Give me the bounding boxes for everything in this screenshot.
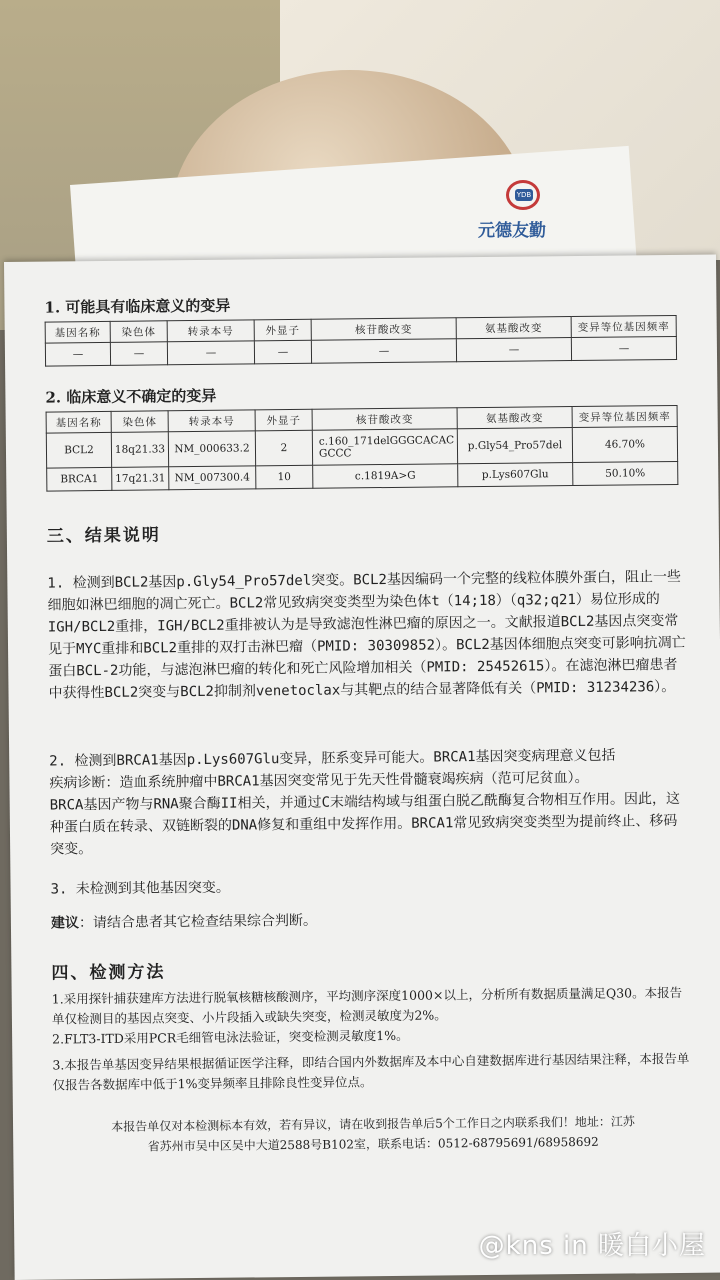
col-chromosome: 染色体 [111,411,168,433]
table-cell: p.Lys607Glu [458,463,573,487]
table-cell: 18q21.33 [111,432,168,468]
col-nucleotide: 核苷酸改变 [312,408,457,431]
col-exon: 外显子 [255,409,312,431]
method-2: 2.FLT3-ITD采用PCR毛细管电泳法验证，突变检测灵敏度1%。 [52,1027,409,1047]
result-paragraph-3: 3. 未检测到其他基因突变。 [50,879,230,898]
col-transcript: 转录本号 [167,320,254,342]
report-page [4,255,720,1280]
table-cell: — [45,342,110,366]
table-cell: p.Gly54_Pro57del [457,428,572,464]
logo-text: 元德友勤 [478,221,546,241]
table-cell: — [571,336,676,360]
col-amino-acid: 氨基酸改变 [457,407,572,429]
method-1: 1.采用探针捕获建库方法进行脱氧核糖核酸测序，平均测序深度1000×以上，分析所有数据质量满足Q30。本报告单仅检测目的基因点突变、小片段插入或缺失突变，检测灵敏度为2%。 [51,984,683,1027]
advice-text: ：请结合患者其它检查结果综合判断。 [78,912,317,932]
col-amino-acid: 氨基酸改变 [456,317,571,339]
method-3: 3.本报告单基因变异结果根据循证医学注释，即结合国内外数据库及本中心自建数据库进行基因结果注释，本报告单仅报告各数据库中低于1%变异频率且排除良性变异位点。 [52,1050,690,1093]
table-cell: 17q21.31 [112,467,169,491]
col-exon: 外显子 [254,319,311,341]
col-transcript: 转录本号 [168,410,255,432]
table-cell: — [254,340,311,364]
advice-line [51,906,691,935]
table-cell: — [456,338,571,362]
results-title: 三、结果说明 [46,525,161,547]
col-nucleotide: 核苷酸改变 [311,318,456,341]
logo-mark: YDB [516,191,532,199]
section1-table [45,315,677,367]
table-cell: 2 [255,430,312,466]
company-logo [476,180,576,240]
col-frequency: 变异等位基因频率 [571,315,676,337]
report-content [44,290,693,1158]
table-cell: BCL2 [46,432,111,468]
advice-label: 建议 [50,915,80,932]
col-gene: 基因名称 [46,411,111,433]
col-gene: 基因名称 [45,321,110,343]
table-cell: 10 [256,465,313,489]
table-cell: — [311,339,456,364]
table-cell: c.1819A>G [313,464,458,489]
result-paragraph-2: 2. 检测到BRCA1基因p.Lys607Glu变异，胚系变异可能大。BRCA1基因突变病理意义包括 [49,747,616,770]
result-paragraph-2-diagnosis: 疾病诊断：造血系统肿瘤中BRCA1基因突变常见于先天性骨髓衰竭疾病（范可尼贫血）。 [49,769,589,792]
logo-icon [506,180,540,210]
table-cell: NM_007300.4 [169,466,256,490]
methods-title: 四、检测方法 [51,962,166,984]
section2-title: 2. 临床意义不确定的变异 [45,386,217,407]
table-cell: — [167,341,254,365]
result-paragraph-1: 1. 检测到BCL2基因p.Gly54_Pro57del突变。BCL2基因编码一个完整的线粒体膜外蛋白，阻止一些细胞如淋巴细胞的凋亡死亡。BCL2常见致病突变类型为染色体t（14;18）（q32;q21）易位形成的IGH/BCL2重排，IGH/BCL2重排被认为是导致滤泡性淋巴瘤的原因之一。文献报道BCL2基因点突变常见于MYC重排和BCL2重排的双打击淋巴瘤（PMID: 30309852）。BCL2基因体细胞点突变可影响抗凋亡蛋白BCL-2功能，与滤泡淋巴瘤的转化和死亡风险增加相关（PMID: 25452615）。在滤泡淋巴瘤患者中获得性BCL2突变与BCL2抑制剂venetoclax与其靶点的结合显著降低有关（PMID: 31234236）。 [47,568,686,702]
section2-table [46,405,679,492]
table-cell: NM_000633.2 [168,431,255,467]
table-cell: c.160_171delGGGCACAC GCCC [312,429,457,466]
footer-line-2: 省苏州市吴中区吴中大道2588号B102室，联系电话：0512-68795691/68958692 [147,1134,599,1154]
table-cell: — [110,342,167,366]
table-cell: BRCA1 [47,467,112,491]
section1-title: 1. 可能具有临床意义的变异 [44,296,231,317]
watermark: @kns in 暖白小屋 [478,1231,706,1261]
result-paragraph-2-function: BRCA基因产物与RNA聚合酶II相关，并通过C末端结构域与组蛋白脱乙酰酶复合物相互作用。因此，这种蛋白质在转录、双链断裂的DNA修复和重组中发挥作用。BRCA1常见致病突变类型为提前终止、移码突变。 [49,790,681,858]
col-frequency: 变异等位基因频率 [572,405,677,427]
col-chromosome: 染色体 [110,321,167,343]
table-cell: 50.10% [573,461,678,485]
table-cell: 46.70% [572,426,677,462]
footer-line-1: 本报告单仅对本检测标本有效，若有异议，请在收到报告单后5个工作日之内联系我们！地址：江苏 [111,1114,635,1134]
